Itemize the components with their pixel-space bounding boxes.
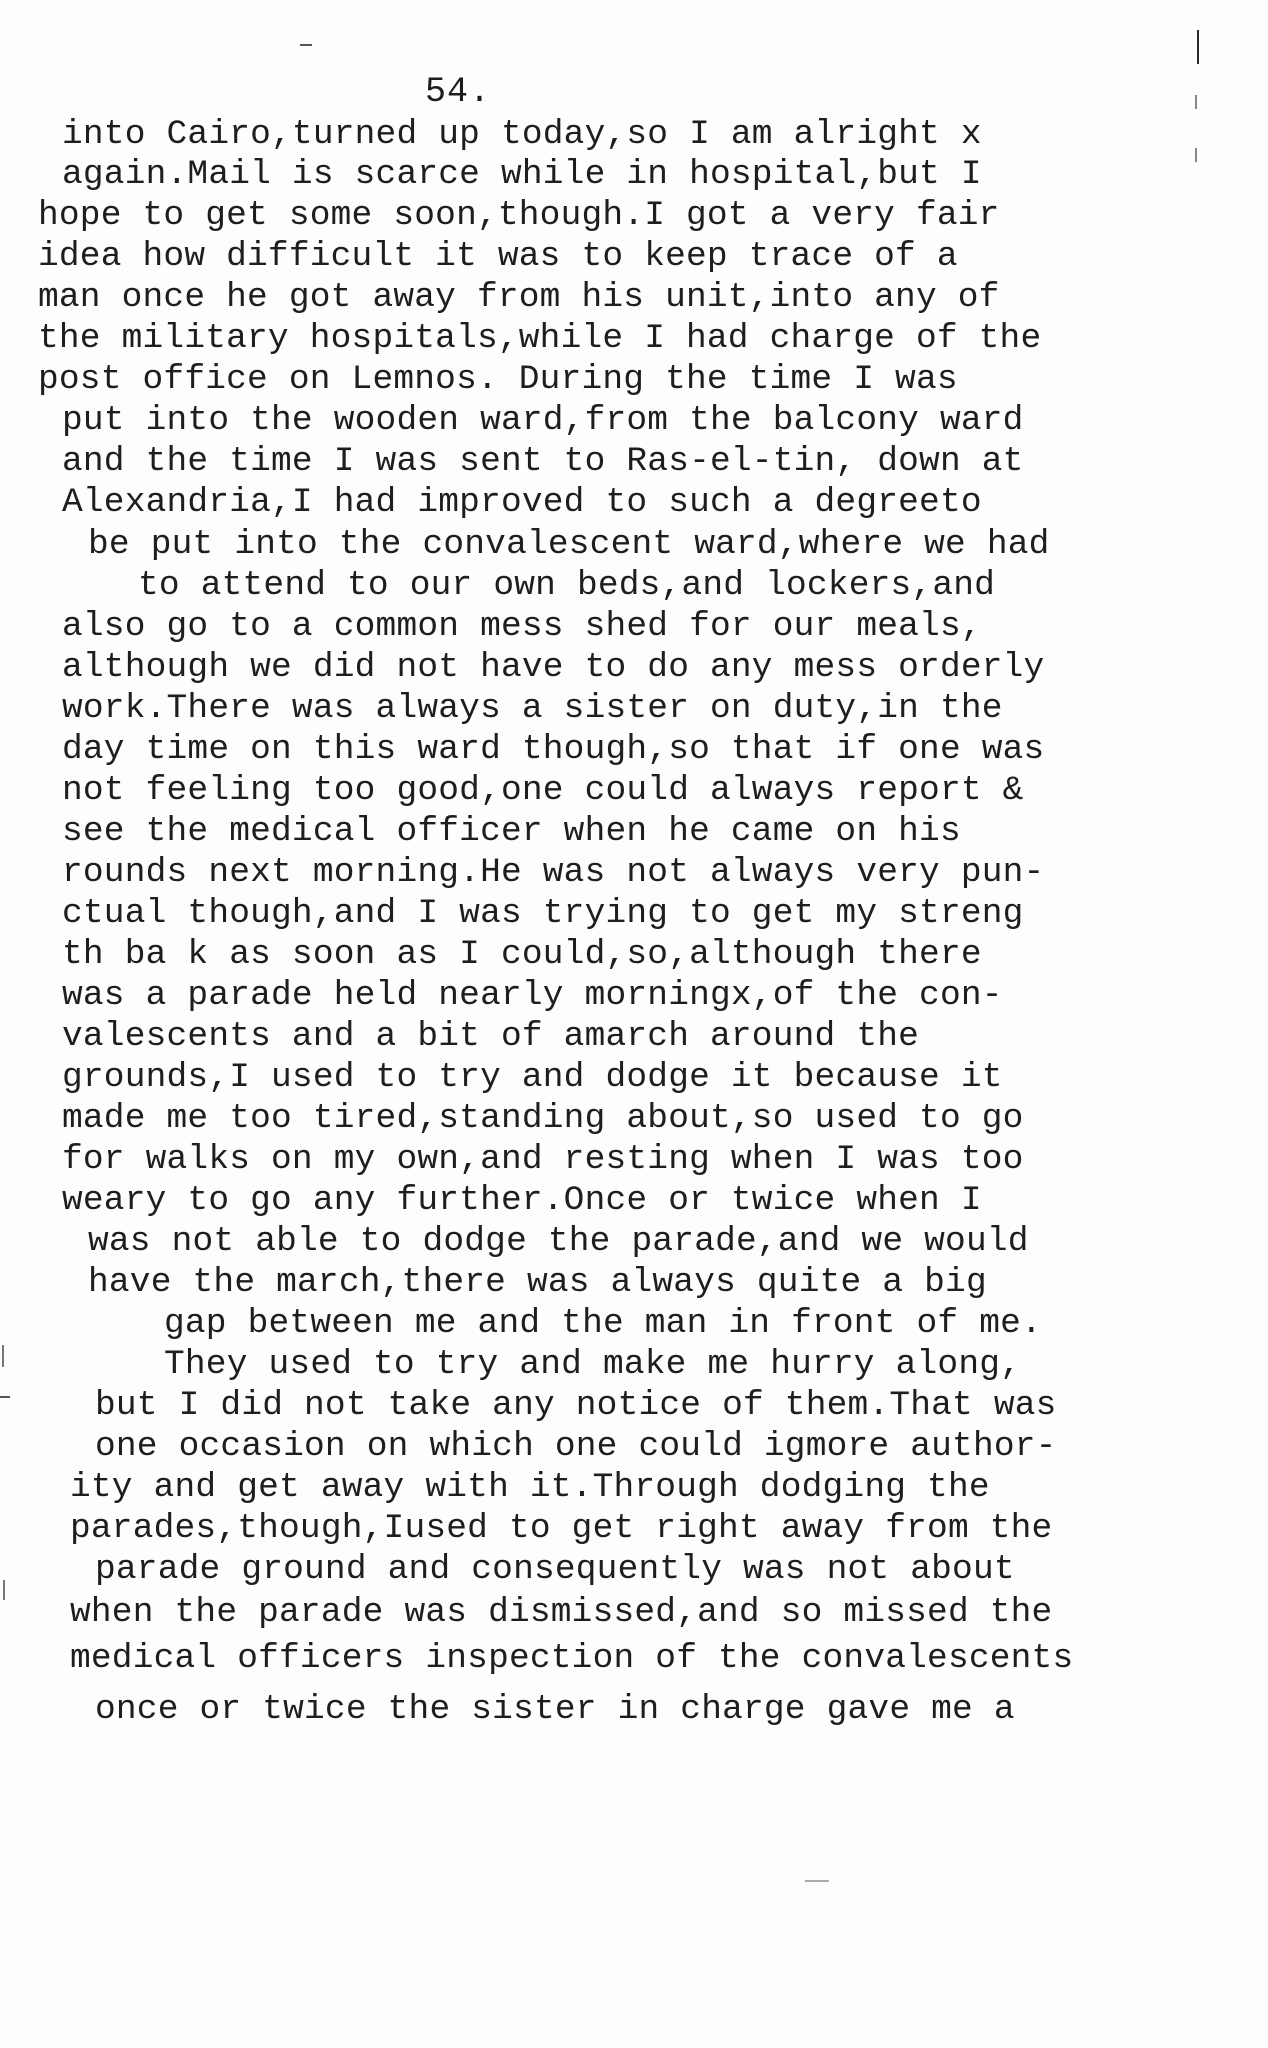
text-line: man once he got away from his unit,into any of [38,278,1000,317]
text-line: grounds,I used to try and dodge it because it [62,1058,1003,1097]
text-line: They used to try and make me hurry along, [164,1345,1022,1384]
text-line: have the march,there was always quite a big [88,1263,987,1302]
text-line: one occasion on which one could igmore author- [95,1427,1057,1466]
text-line: rounds next morning.He was not always very pun- [62,853,1045,892]
scan-mark-right-upper-2 [1195,148,1197,162]
text-line: once or twice the sister in charge gave me a [95,1690,1015,1729]
scan-mark-left [2,1345,4,1367]
text-line: medical officers inspection of the convalescents [70,1639,1074,1678]
scan-dash-top [300,44,312,46]
text-line: hope to get some soon,though.I got a very fair [38,196,1000,235]
text-line: not feeling too good,one could always report & [62,771,1024,810]
text-line: when the parade was dismissed,and so missed the [70,1593,1053,1632]
text-line: valescents and a bit of amarch around the [62,1017,920,1056]
scan-mark-top-right [1197,30,1199,64]
text-line: also go to a common mess shed for our meals, [62,607,982,646]
text-line: again.Mail is scarce while in hospital,but I [62,155,982,194]
page-number: 54. [425,72,492,112]
text-line: was a parade held nearly morningx,of the con- [62,976,1003,1015]
text-line: work.There was always a sister on duty,in the [62,689,1003,728]
text-line: put into the wooden ward,from the balcony ward [62,401,1024,440]
text-line: gap between me and the man in front of me. [164,1304,1042,1343]
text-line: be put into the convalescent ward,where we had [88,525,1050,564]
text-line: was not able to dodge the parade,and we would [88,1222,1029,1261]
text-line: the military hospitals,while I had charge of the [38,319,1042,358]
text-line: into Cairo,turned up today,so I am alright x [62,115,982,154]
text-line: idea how difficult it was to keep trace of a [38,237,958,276]
text-line: weary to go any further.Once or twice when I [62,1181,982,1220]
text-line: although we did not have to do any mess orderly [62,648,1045,687]
scan-mark-right-upper [1195,95,1197,109]
text-line: to attend to our own beds,and lockers,and [138,566,996,605]
text-line: made me too tired,standing about,so used to go [62,1099,1024,1138]
text-line: Alexandria,I had improved to such a degreeto [62,483,982,522]
text-line: post office on Lemnos. During the time I was [38,360,958,399]
text-line: for walks on my own,and resting when I was too [62,1140,1024,1179]
text-line: th ba k as soon as I could,so,although there [62,935,982,974]
text-line: and the time I was sent to Ras-el-tin, down at [62,442,1024,481]
scan-mark-left-lower [3,1580,5,1600]
text-line: see the medical officer when he came on his [62,812,961,851]
scan-dash-left [0,1396,10,1398]
text-line: parades,though,Iused to get right away from the [70,1509,1053,1548]
text-line: ctual though,and I was trying to get my streng [62,894,1024,933]
text-line: parade ground and consequently was not about [95,1550,1015,1589]
text-line: but I did not take any notice of them.That was [95,1386,1057,1425]
text-line: day time on this ward though,so that if one was [62,730,1045,769]
scan-dash-bottom [805,1880,829,1882]
text-line: ity and get away with it.Through dodging the [70,1468,990,1507]
